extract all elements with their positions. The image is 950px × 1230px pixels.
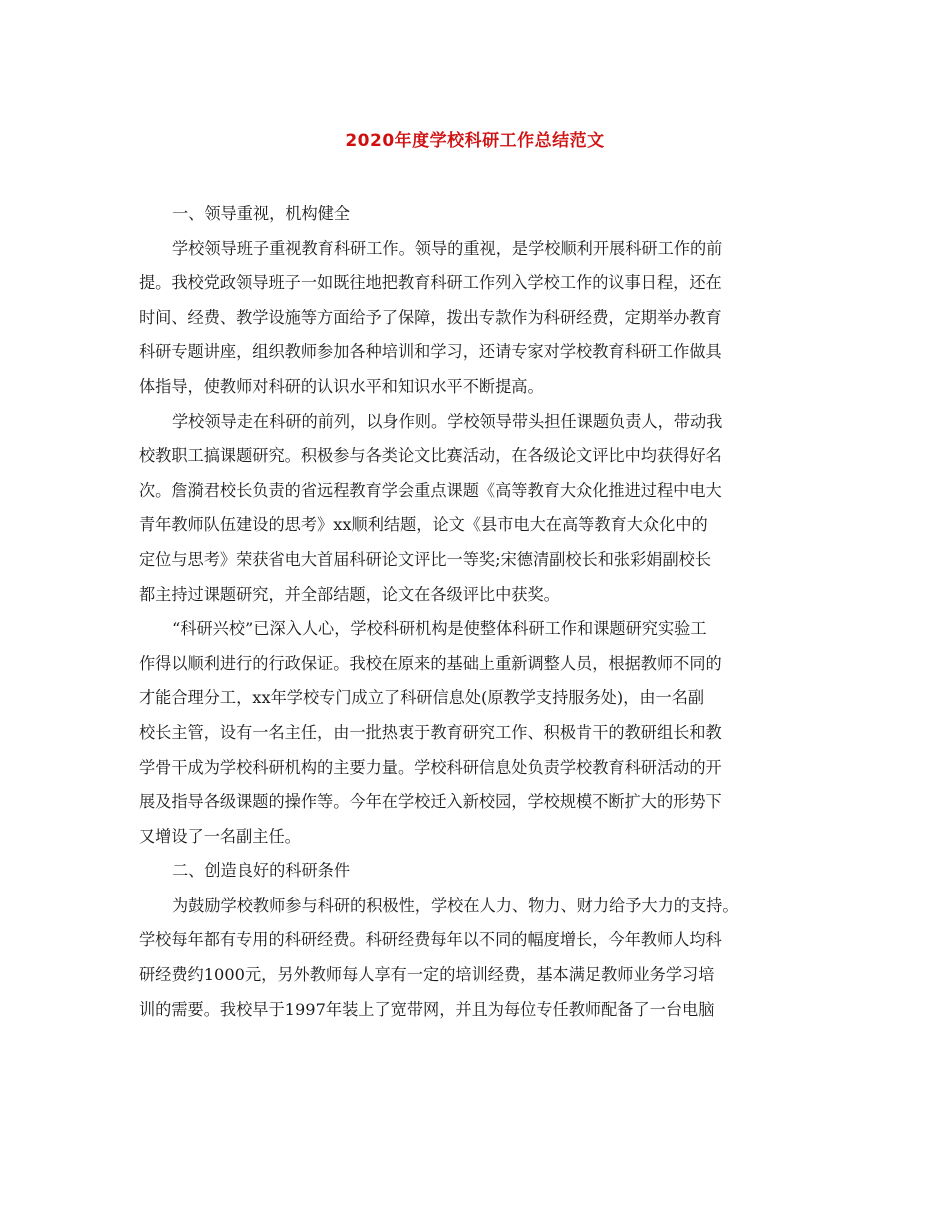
text-line: 定位与思考》荣获省电大首届科研论文评比一等奖;宋德清副校长和张彩娟副校长 xyxy=(139,549,712,569)
text-line: 学校领导班子重视教育科研工作。领导的重视，是学校顺利开展科研工作的前 xyxy=(172,238,723,258)
text-line: 科研专题讲座，组织教师参加各种培训和学习，还请专家对学校教育科研工作做具 xyxy=(139,342,722,362)
text-line: 都主持过课题研究，并全部结题，论文在各级评比中获奖。 xyxy=(139,584,560,604)
text-line: 时间、经费、教学设施等方面给予了保障，拨出专款作为科研经费，定期举办教育 xyxy=(139,307,722,327)
text-line: 学校每年都有专用的科研经费。科研经费每年以不同的幅度增长，今年教师人均科 xyxy=(139,930,722,950)
document-title: 2020年度学校科研工作总结范文 xyxy=(345,131,605,151)
text-line: 青年教师队伍建设的思考》xx顺利结题，论文《县市电大在高等教育大众化中的 xyxy=(139,515,708,535)
document-body xyxy=(139,197,815,1027)
text-line: 体指导，使教师对科研的认识水平和知识水平不断提高。 xyxy=(139,376,544,396)
text-line: 一、领导重视，机构健全 xyxy=(172,204,351,223)
text-line: “科研兴校”已深入人心，学校科研机构是使整体科研工作和课题研究实验工 xyxy=(172,619,707,639)
text-line: 作得以顺利进行的行政保证。我校在原来的基础上重新调整人员，根据教师不同的 xyxy=(139,653,722,673)
text-line: 校长主管，设有一名主任，由一批热衷于教育研究工作、积极肯干的教研组长和教 xyxy=(139,722,722,742)
text-line: 研经费约1000元，另外教师每人享有一定的培训经费，基本满足教师业务学习培 xyxy=(139,965,715,985)
text-line: 又增设了一名副主任。 xyxy=(139,826,301,846)
text-line: 校教职工搞课题研究。积极参与各类论文比赛活动，在各级论文评比中均获得好名 xyxy=(139,446,722,466)
text-line: 提。我校党政领导班子一如既往地把教育科研工作列入学校工作的议事日程，还在 xyxy=(139,273,722,293)
text-line: 展及指导各级课题的操作等。今年在学校迁入新校园，学校规模不断扩大的形势下 xyxy=(139,792,722,812)
text-line: 才能合理分工，xx年学校专门成立了科研信息处(原教学支持服务处)，由一名副 xyxy=(139,688,705,708)
text-line: 学骨干成为学校科研机构的主要力量。学校科研信息处负责学校教育科研活动的开 xyxy=(139,757,722,777)
text-line: 二、创造良好的科研条件 xyxy=(172,861,351,881)
text-line: 学校领导走在科研的前列，以身作则。学校领导带头担任课题负责人，带动我 xyxy=(172,411,723,431)
text-line: 为鼓励学校教师参与科研的积极性，学校在人力、物力、财力给予大力的支持。 xyxy=(172,895,739,915)
text-line: 次。詹漪君校长负责的省远程教育学会重点课题《高等教育大众化推进过程中电大 xyxy=(139,480,722,500)
text-line: 训的需要。我校早于1997年装上了宽带网，并且为每位专任教师配备了一台电脑 xyxy=(139,999,715,1019)
